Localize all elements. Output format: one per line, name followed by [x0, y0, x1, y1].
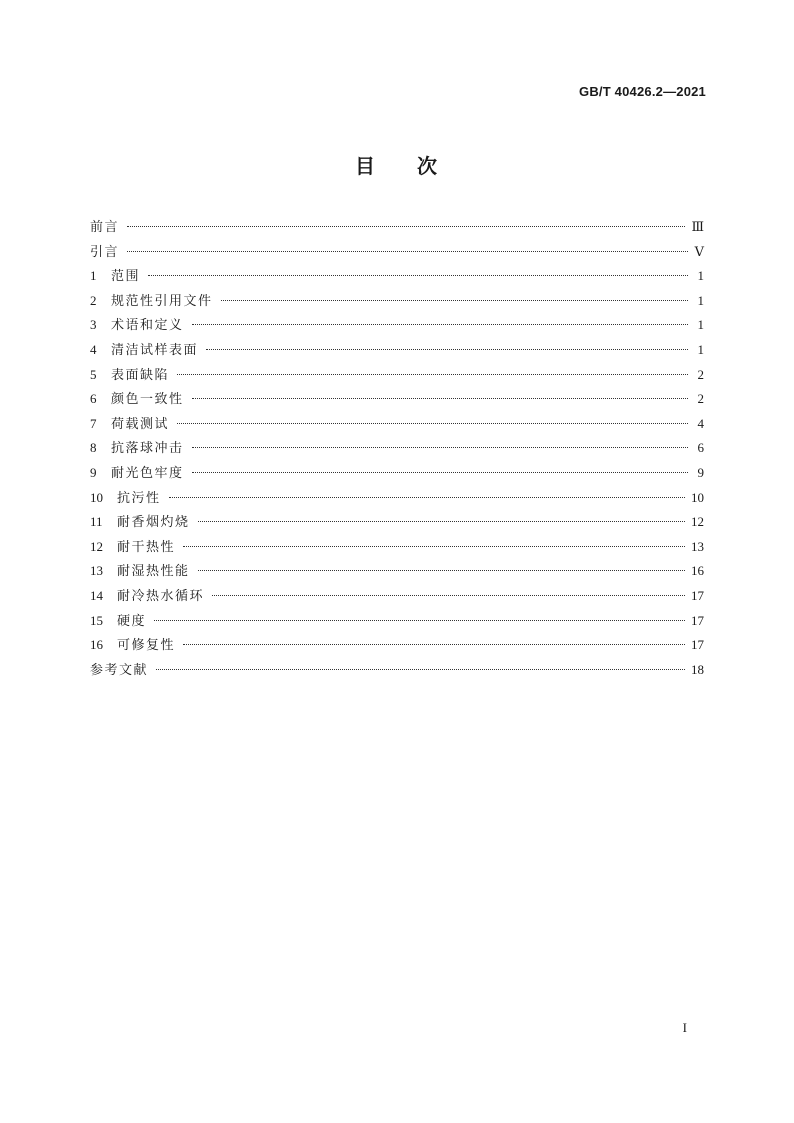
toc-entry-bibliography[interactable] — [90, 658, 704, 683]
toc-entry-number: 4 — [90, 341, 97, 357]
toc-entry-3[interactable] — [90, 313, 704, 338]
toc-entry-page: 1 — [697, 292, 704, 308]
toc-dot-leader — [148, 275, 688, 276]
toc-dot-leader — [156, 669, 685, 670]
toc-entry-11[interactable] — [90, 510, 704, 535]
toc-dot-leader — [198, 570, 685, 571]
toc-entry-label: 耐光色牢度 — [111, 465, 184, 481]
toc-entry-label: 前言 — [90, 220, 120, 235]
toc-entry-page: 6 — [697, 440, 704, 456]
toc-entry-number: 6 — [90, 391, 97, 407]
toc-entry-page: 1 — [697, 268, 704, 284]
toc-entry-number: 9 — [90, 464, 97, 480]
toc-dot-leader — [192, 324, 688, 325]
toc-entry-number: 1 — [90, 268, 97, 284]
toc-dot-leader — [177, 423, 688, 424]
toc-entry-page: 12 — [691, 514, 704, 530]
toc-entry-5[interactable] — [90, 363, 704, 388]
toc-dot-leader — [206, 349, 688, 350]
toc-entry-page: 18 — [691, 661, 704, 677]
toc-entry-label: 参考文献 — [90, 662, 149, 678]
toc-entry-label: 抗落球冲击 — [111, 441, 184, 457]
toc-entry-label: 硬度 — [117, 613, 147, 629]
toc-entry-page: 17 — [691, 612, 704, 628]
toc-entry-foreword[interactable] — [90, 215, 704, 240]
toc-entry-10[interactable] — [90, 486, 704, 511]
toc-entry-label: 耐湿热性能 — [117, 564, 190, 580]
toc-dot-leader — [177, 374, 688, 375]
toc-entry-number: 13 — [90, 563, 103, 579]
toc-entry-1[interactable] — [90, 264, 704, 289]
toc-title-part1: 目 — [355, 154, 377, 178]
toc-entry-page: 2 — [697, 391, 704, 407]
toc-entry-2[interactable] — [90, 289, 704, 314]
toc-entry-14[interactable] — [90, 584, 704, 609]
toc-dot-leader — [183, 644, 685, 645]
toc-entry-16[interactable] — [90, 633, 704, 658]
toc-entry-4[interactable] — [90, 338, 704, 363]
toc-entry-number: 14 — [90, 587, 103, 603]
toc-dot-leader — [154, 620, 685, 621]
toc-dot-leader — [127, 226, 685, 227]
toc-entry-page: 13 — [691, 538, 704, 554]
toc-dot-leader — [127, 251, 688, 252]
toc-title — [0, 150, 794, 179]
toc-dot-leader — [192, 447, 688, 448]
toc-entry-number: 16 — [90, 637, 103, 653]
toc-entry-label: 耐香烟灼烧 — [117, 515, 190, 531]
toc-entry-page: 17 — [691, 637, 704, 653]
toc-entry-label: 可修复性 — [117, 638, 176, 654]
toc-entry-page: 16 — [691, 563, 704, 579]
toc-entry-number: 7 — [90, 415, 97, 431]
page-number: I — [682, 1020, 687, 1035]
toc-entry-label: 表面缺陷 — [111, 367, 170, 383]
toc-dot-leader — [169, 497, 685, 498]
toc-entry-page: 9 — [697, 464, 704, 480]
toc-title-part2: 次 — [417, 154, 439, 178]
toc-entry-6[interactable] — [90, 387, 704, 412]
toc-entry-label: 清洁试样表面 — [111, 342, 199, 358]
toc-entry-label: 荷载测试 — [111, 416, 170, 432]
toc-dot-leader — [192, 472, 688, 473]
toc-entry-page: 17 — [691, 587, 704, 603]
toc-entry-page: 4 — [697, 415, 704, 431]
toc-entry-label: 抗污性 — [117, 490, 161, 506]
toc-entry-8[interactable] — [90, 436, 704, 461]
document-code: GB/T 40426.2—2021 — [579, 84, 706, 99]
toc-entry-7[interactable] — [90, 412, 704, 437]
toc-entry-label: 规范性引用文件 — [111, 293, 213, 309]
toc-dot-leader — [183, 546, 685, 547]
toc-entry-number: 15 — [90, 612, 103, 628]
toc-entry-label: 引言 — [90, 244, 120, 260]
toc-entry-page: 1 — [697, 317, 704, 333]
toc-entry-number: 3 — [90, 317, 97, 333]
toc-entry-9[interactable] — [90, 461, 704, 486]
toc-entry-number: 12 — [90, 538, 103, 554]
toc-entry-number: 11 — [90, 514, 103, 530]
toc-entry-number: 2 — [90, 292, 97, 308]
toc-list — [90, 215, 704, 682]
toc-entry-label: 耐干热性 — [117, 539, 176, 555]
toc-dot-leader — [212, 595, 685, 596]
toc-entry-page: 1 — [697, 341, 704, 357]
toc-entry-label: 颜色一致性 — [111, 392, 184, 408]
toc-entry-introduction[interactable] — [90, 240, 704, 265]
toc-entry-label: 耐冷热水循环 — [117, 588, 205, 604]
toc-entry-15[interactable] — [90, 609, 704, 634]
toc-entry-label: 范围 — [111, 269, 141, 285]
toc-entry-page: Ⅴ — [694, 243, 704, 259]
toc-entry-page: 10 — [691, 489, 704, 505]
toc-entry-page: 2 — [697, 366, 704, 382]
toc-dot-leader — [221, 300, 688, 301]
toc-entry-label: 术语和定义 — [111, 318, 184, 334]
toc-dot-leader — [192, 398, 688, 399]
toc-entry-number: 8 — [90, 440, 97, 456]
toc-entry-13[interactable] — [90, 559, 704, 584]
toc-entry-number: 5 — [90, 366, 97, 382]
toc-entry-page: Ⅲ — [691, 219, 704, 234]
toc-entry-12[interactable] — [90, 535, 704, 560]
toc-entry-number: 10 — [90, 489, 103, 505]
toc-dot-leader — [198, 521, 685, 522]
